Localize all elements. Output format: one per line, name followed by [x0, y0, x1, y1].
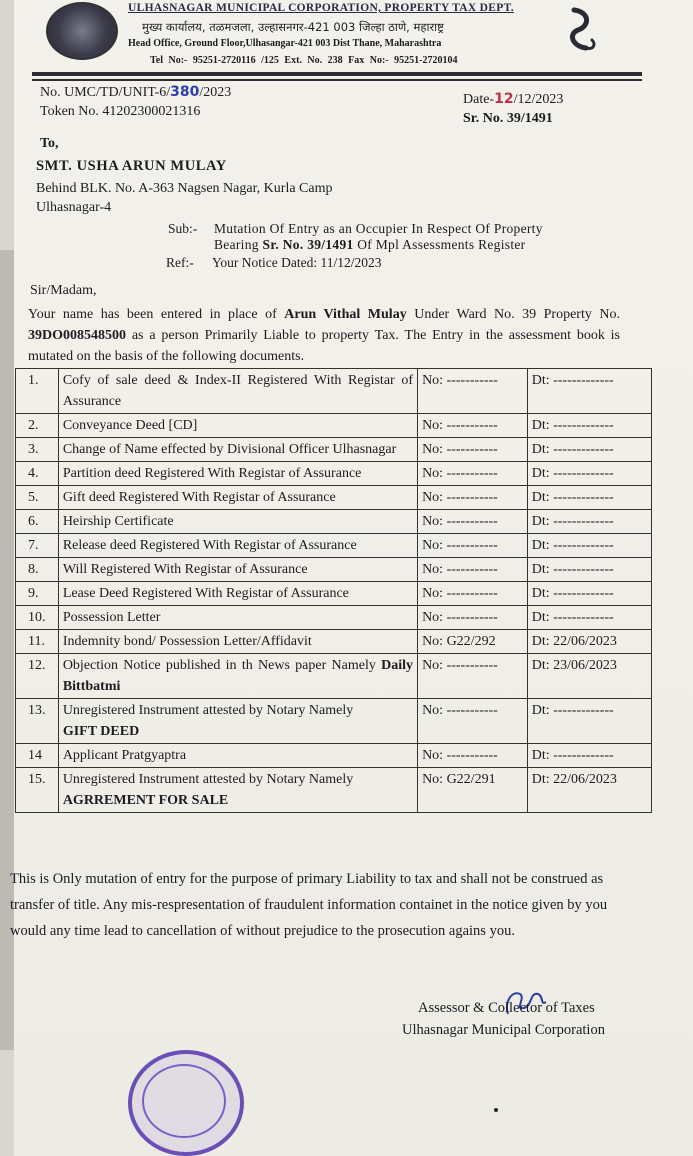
document-row	[16, 534, 652, 558]
ref-no-handwritten: 380	[170, 84, 200, 100]
documents-table	[15, 368, 652, 813]
official-seal-stamp	[128, 1050, 244, 1156]
document-number: 3.	[16, 438, 59, 462]
document-number: 14	[16, 744, 59, 768]
document-row	[16, 369, 652, 414]
document-description	[58, 462, 417, 486]
document-description	[58, 438, 417, 462]
document-description	[58, 654, 417, 699]
ref-label: Ref:-	[166, 255, 194, 270]
token-number: Token No. 41202300021316	[40, 104, 201, 119]
document-row	[16, 699, 652, 744]
recipient-name: SMT. USHA ARUN MULAY	[36, 158, 227, 174]
document-row	[16, 558, 652, 582]
recipient-address-line1: Behind BLK. No. A-363 Nagsen Nagar, Kurla Camp	[36, 181, 333, 196]
document-description	[58, 768, 417, 813]
para-part-c: as a person Primarily Liable to property Tax. The Entry in the assessment book is mutated on the basis of the following documents.	[28, 328, 620, 364]
letterhead-marathi-address: मुख्य कार्यालय, तळमजला, उल्हासनगर-421 003 जिल्हा ठाणे, महाराष्ट्र	[142, 20, 444, 34]
document-date: Dt: 23/06/2023	[527, 654, 651, 699]
document-reference-no: No: G22/292	[418, 630, 528, 654]
document-number: 10.	[16, 606, 59, 630]
document-number: 7.	[16, 534, 59, 558]
document-reference-no: No: -----------	[418, 510, 528, 534]
document-row	[16, 414, 652, 438]
document-date: Dt: -------------	[527, 534, 651, 558]
para-previous-owner: Arun Vithal Mulay	[284, 307, 407, 322]
document-reference-no: No: -----------	[418, 462, 528, 486]
document-description	[58, 414, 417, 438]
document-number: 8.	[16, 558, 59, 582]
document-reference-no: No: -----------	[418, 558, 528, 582]
document-reference-no: No: -----------	[418, 369, 528, 414]
recipient-address-line2: Ulhasnagar-4	[36, 200, 112, 215]
document-row	[16, 744, 652, 768]
document-description	[58, 744, 417, 768]
sub-line2	[168, 237, 618, 253]
document-reference-no: No: -----------	[418, 534, 528, 558]
ink-dot	[494, 1108, 498, 1112]
document-named-instrument: AGRREMENT FOR SALE	[62, 793, 229, 808]
document-description-text: Lease Deed Registered With Registar of Assurance	[62, 586, 349, 601]
document-reference-no: No: -----------	[418, 654, 528, 699]
document-number: 6.	[16, 510, 59, 534]
serial-number: Sr. No. 39/1491	[463, 111, 553, 126]
document-number: 2.	[16, 414, 59, 438]
document-description-text: Unregistered Instrument attested by Notary Namely	[62, 772, 354, 787]
document-date: Dt: -------------	[527, 438, 651, 462]
date-prefix: Date-	[463, 92, 495, 107]
document-date: Dt: -------------	[527, 558, 651, 582]
document-number: 13.	[16, 699, 59, 744]
subject-block	[168, 221, 618, 271]
letterhead-title: ULHASNAGAR MUNICIPAL CORPORATION, PROPERTY TAX DEPT.	[128, 2, 514, 14]
letterhead-phone: Tel No:- 95251-2720116 /125 Ext. No. 238 Fax No:- 95251-2720104	[150, 55, 458, 66]
document-description-text: Gift deed Registered With Registar of Assurance	[62, 490, 336, 505]
document-description-text: Possession Letter	[62, 610, 161, 625]
date-handwritten-day: 12	[494, 91, 514, 107]
document-description-text: Applicant Pratgyaptra	[62, 748, 187, 763]
document-number: 9.	[16, 582, 59, 606]
letterhead-address: Head Office, Ground Floor,Ulhasangar-421 003 Dist Thane, Maharashtra	[128, 38, 442, 49]
ref-no-suffix: /2023	[199, 85, 232, 100]
document-row	[16, 462, 652, 486]
document-reference-no: No: -----------	[418, 606, 528, 630]
document-number: 4.	[16, 462, 59, 486]
umc-emblem-logo	[46, 2, 118, 60]
sub-line2-srno: Sr. No. 39/1491	[262, 237, 354, 252]
document-description-text: Heirship Certificate	[62, 514, 174, 529]
salutation: Sir/Madam,	[30, 283, 97, 298]
document-row	[16, 486, 652, 510]
ref-no-prefix: No. UMC/TD/UNIT-6/	[40, 85, 171, 100]
document-date: Dt: -------------	[527, 606, 651, 630]
document-named-instrument: GIFT DEED	[62, 724, 140, 739]
document-number: 1.	[16, 369, 59, 414]
document-description	[58, 486, 417, 510]
document-description-text: Indemnity bond/ Possession Letter/Affidavit	[62, 634, 312, 649]
document-description-text: Partition deed Registered With Registar of Assurance	[62, 466, 362, 481]
document-date: Dt: 22/06/2023	[527, 768, 651, 813]
document-row	[16, 606, 652, 630]
document-row	[16, 768, 652, 813]
para-part-b: Under Ward No. 39 Property No.	[414, 307, 620, 322]
document-description-text: Objection Notice published in th News paper Namely	[62, 658, 376, 673]
sub-line1: Mutation Of Entry as an Occupier In Respect Of Property	[214, 221, 543, 236]
document-reference-no: No: -----------	[418, 744, 528, 768]
document-date: Dt: -------------	[527, 582, 651, 606]
header-rule-thin	[32, 79, 642, 81]
document-description	[58, 558, 417, 582]
document-description-text: Release deed Registered With Registar of Assurance	[62, 538, 357, 553]
document-description	[58, 699, 417, 744]
document-date: Dt: -------------	[527, 699, 651, 744]
date-suffix: /12/2023	[513, 92, 564, 107]
document-named-instrument: Daily Bittbatmi	[62, 658, 414, 694]
document-row	[16, 438, 652, 462]
document-description-text: Unregistered Instrument attested by Notary Namely	[62, 703, 354, 718]
document-reference-no: No: -----------	[418, 438, 528, 462]
document-number: 15.	[16, 768, 59, 813]
document-row	[16, 510, 652, 534]
document-description-text: Cofy of sale deed & Index-II Registered With Registar of Assurance	[62, 373, 414, 409]
reference-number	[40, 84, 231, 101]
document-date: Dt: -------------	[527, 369, 651, 414]
document-date: Dt: -------------	[527, 462, 651, 486]
sub-label: Sub:-	[168, 221, 198, 236]
document-description-text: Will Registered With Registar of Assurance	[62, 562, 308, 577]
document-date: Dt: -------------	[527, 510, 651, 534]
document-row	[16, 630, 652, 654]
document-description	[58, 369, 417, 414]
seal-inner-ring	[142, 1064, 226, 1138]
document-description	[58, 510, 417, 534]
document-number: 12.	[16, 654, 59, 699]
document-description	[58, 606, 417, 630]
sub-line2-a: Bearing	[214, 237, 259, 252]
to-label: To,	[40, 136, 59, 151]
document-reference-no: No: G22/291	[418, 768, 528, 813]
document-date: Dt: 22/06/2023	[527, 630, 651, 654]
signatory-organization: Ulhasnagar Municipal Corporation	[402, 1022, 605, 1038]
document-description-text: Conveyance Deed [CD]	[62, 418, 198, 433]
document-description	[58, 582, 417, 606]
document-date: Dt: -------------	[527, 486, 651, 510]
document-date: Dt: -------------	[527, 744, 651, 768]
sub-line2-c: Of Mpl Assessments Register	[357, 237, 526, 252]
document-number: 11.	[16, 630, 59, 654]
document-row	[16, 582, 652, 606]
document-row	[16, 654, 652, 699]
signatory-title: Assessor & Collector of Taxes	[418, 1000, 595, 1016]
document-description	[58, 534, 417, 558]
body-paragraph	[28, 304, 620, 367]
document-date: Dt: -------------	[527, 414, 651, 438]
document-description	[58, 630, 417, 654]
document-number: 5.	[16, 486, 59, 510]
para-property-no: 39DO008548500	[28, 328, 126, 343]
ref-text: Your Notice Dated: 11/12/2023	[212, 255, 382, 270]
document-description-text: Change of Name effected by Divisional Officer Ulhasnagar	[62, 442, 397, 457]
para-part-a: Your name has been entered in place of	[28, 307, 277, 322]
document-reference-no: No: -----------	[418, 582, 528, 606]
disclaimer-note: This is Only mutation of entry for the purpose of primary Liability to tax and shall not be construed as transfer of title. Any mis-respresentation of fraudulent information containet in the notice given by you would any time lead to cancellation of without prejudice to the prosecution agains you.	[10, 871, 608, 939]
document-reference-no: No: -----------	[418, 486, 528, 510]
header-rule-thick	[32, 72, 642, 76]
document-reference-no: No: -----------	[418, 414, 528, 438]
document-reference-no: No: -----------	[418, 699, 528, 744]
tax-dept-logo	[556, 4, 612, 60]
letter-date	[463, 91, 563, 108]
